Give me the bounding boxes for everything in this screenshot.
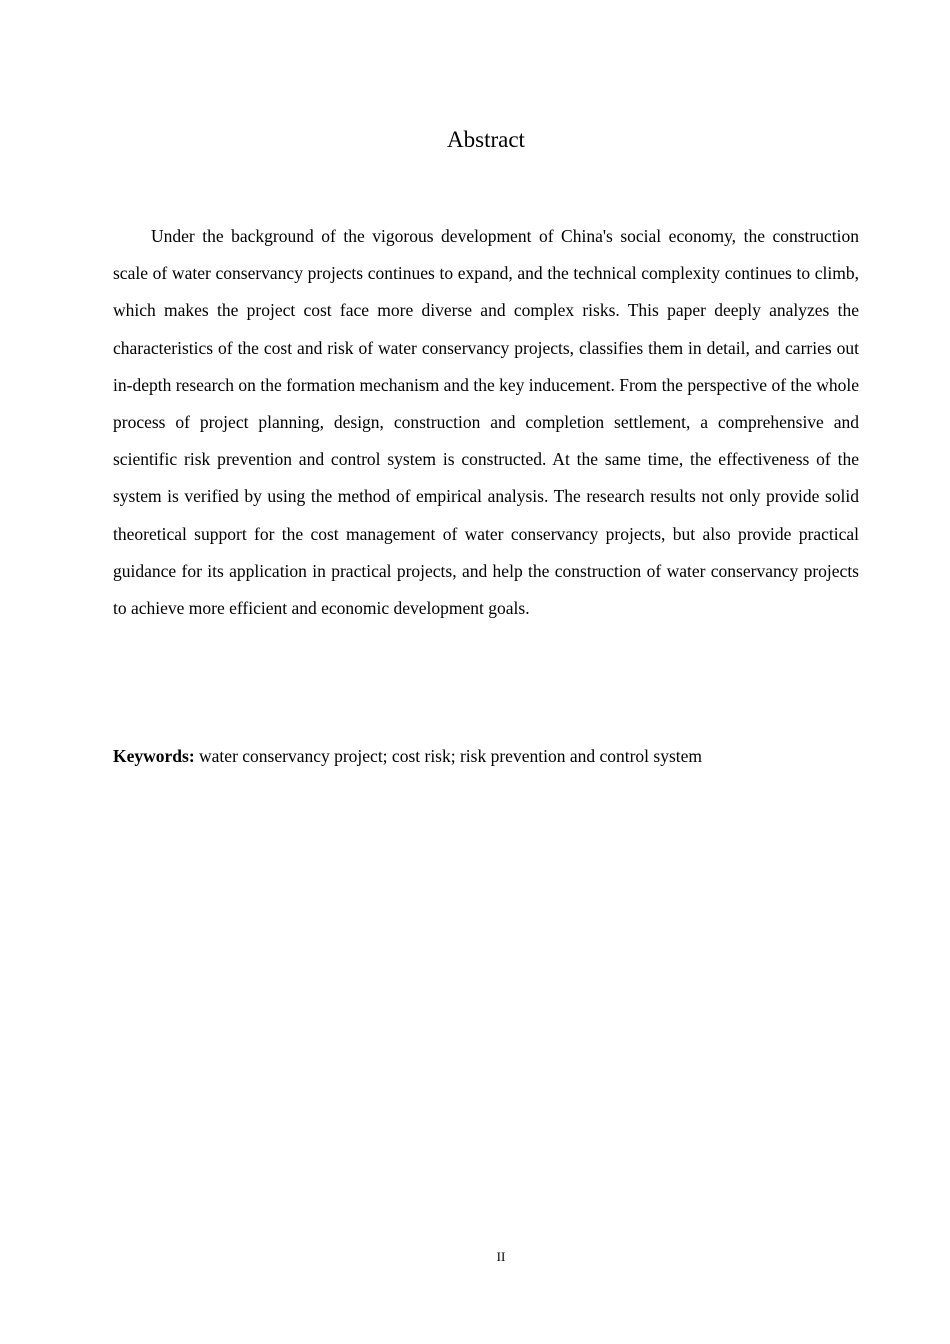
page-number: II (496, 1249, 506, 1264)
keywords-line (113, 740, 859, 772)
keywords-text: water conservancy project; cost risk; risk prevention and control system (194, 746, 703, 766)
keywords-label: Keywords: (113, 746, 195, 766)
abstract-body: Under the background of the vigorous development of China's social economy, the construction scale of water conservancy projects continues to expand, and the technical complexity continues to climb, which makes the project cost face more diverse and complex risks. This paper deeply analyzes the characteristics of the cost and risk of water conservancy projects, classifies them in detail, and carries out in-depth research on the formation mechanism and the key inducement. From the perspective of the whole process of project planning, design, construction and completion settlement, a comprehensive and scientific risk prevention and control system is constructed. At the same time, the effectiveness of the system is verified by using the method of empirical analysis. The research results not only provide solid theoretical support for the cost management of water conservancy projects, but also provide practical guidance for its application in practical projects, and help the construction of water conservancy projects to achieve more efficient and economic development goals. (113, 226, 859, 619)
abstract-title: Abstract (447, 127, 525, 152)
